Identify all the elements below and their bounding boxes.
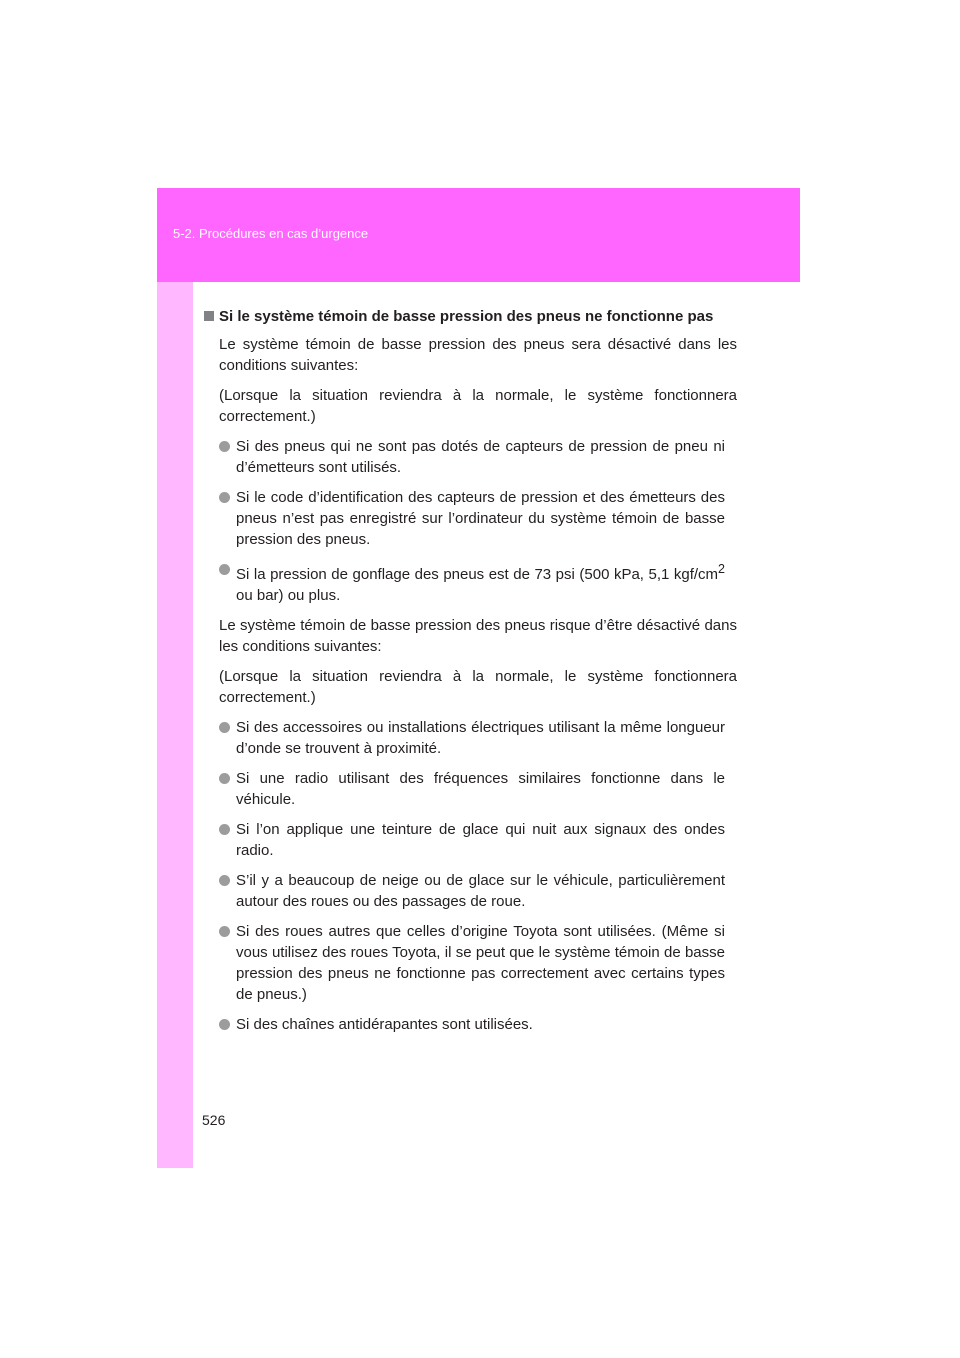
paragraph-3: Le système témoin de basse pression des pneus risque d’être désactivé dans les conditions suivantes: [219, 617, 737, 655]
paragraph-1: Le système témoin de basse pression des pneus sera désactivé dans les conditions suivantes: [219, 336, 737, 374]
square-bullet-icon [204, 311, 214, 321]
bullet-dot-icon [219, 824, 230, 835]
superscript: 2 [718, 562, 725, 576]
page-content [204, 306, 737, 1044]
bullet-dot-icon [219, 492, 230, 503]
heading-text: Si le système témoin de basse pression des pneus ne fonctionne pas [219, 308, 714, 325]
paragraph-4: (Lorsque la situation reviendra à la normale, le système fonctionnera correctement.) [219, 668, 737, 706]
section-heading [204, 306, 737, 327]
bullet-dot-icon [219, 564, 230, 575]
pressure-bullet-text: Si la pression de gonflage des pneus est de 73 psi (500 kPa, 5,1 kgf/$cm^2$ ou bar) ou plus. [236, 562, 725, 604]
list-item: Si le code d’identification des capteurs de pression et des émetteurs des pneus n’est pas enregistré sur l’ordinateur du système témoin de basse pression des pneus. [204, 487, 737, 550]
list-item: Si des pneus qui ne sont pas dotés de capteurs de pression de pneu ni d’émetteurs sont utilisés. [204, 436, 737, 478]
bullet-dot-icon [219, 1019, 230, 1030]
list-item: Si des accessoires ou installations électriques utilisant la même longueur d’onde se trouvent à proximité. [204, 717, 737, 759]
bullet-dot-icon [219, 441, 230, 452]
bullet-dot-icon [219, 722, 230, 733]
page-number: 526 [202, 1112, 226, 1128]
bullet-dot-icon [219, 875, 230, 886]
bullet-dot-icon [219, 926, 230, 937]
list-item: Si une radio utilisant des fréquences similaires fonctionne dans le véhicule. [204, 768, 737, 810]
list-item [204, 559, 737, 606]
list-item: Si l’on applique une teinture de glace qui nuit aux signaux des ondes radio. [204, 819, 737, 861]
list-item: Si des roues autres que celles d’origine Toyota sont utilisées. (Même si vous utilisez des roues Toyota, il se peut que le système témoin de basse pression des pneus ne fonctionne pas correctement avec certains types de pneus.) [204, 921, 737, 1005]
list-item: S’il y a beaucoup de neige ou de glace sur le véhicule, particulièrement autour des roues ou des passages de roue. [204, 870, 737, 912]
list-item: Si des chaînes antidérapantes sont utilisées. [204, 1014, 737, 1035]
bullet-dot-icon [219, 773, 230, 784]
paragraph-2: (Lorsque la situation reviendra à la normale, le système fonctionnera correctement.) [219, 387, 737, 425]
side-strip [157, 282, 193, 1168]
section-header: 5-2. Procédures en cas d’urgence [173, 226, 369, 241]
